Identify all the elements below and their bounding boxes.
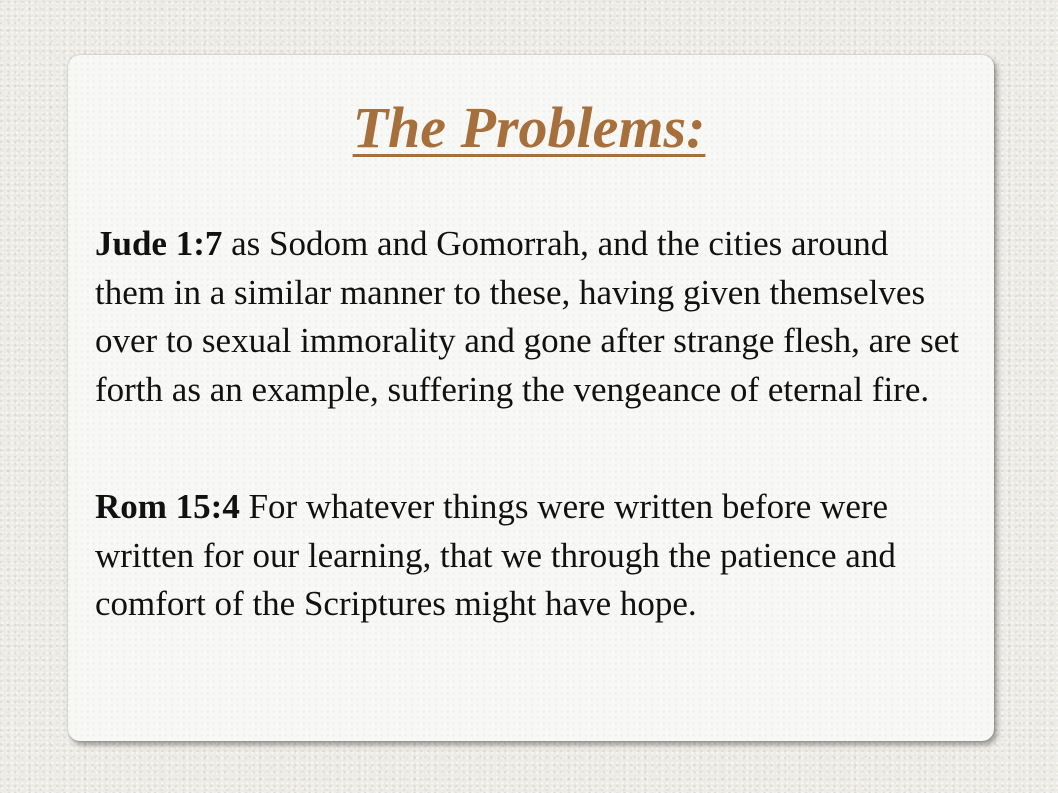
verse-reference: Jude 1:7	[95, 224, 223, 263]
verse-romans	[95, 483, 965, 629]
verse-text: as Sodom and Gomorrah, and the cities around them in a similar manner to these, having given themselves over to sexual immorality and gone after strange flesh, are set forth as an example, suffering the vengeance of eternal fire.	[95, 224, 959, 409]
slide-title: The Problems:	[352, 95, 706, 160]
verse-text: For whatever things were written before were written for our learning, that we through the patience and comfort of the Scriptures might have hope.	[95, 487, 896, 623]
verse-jude	[95, 220, 965, 414]
verse-reference: Rom 15:4	[95, 487, 240, 526]
